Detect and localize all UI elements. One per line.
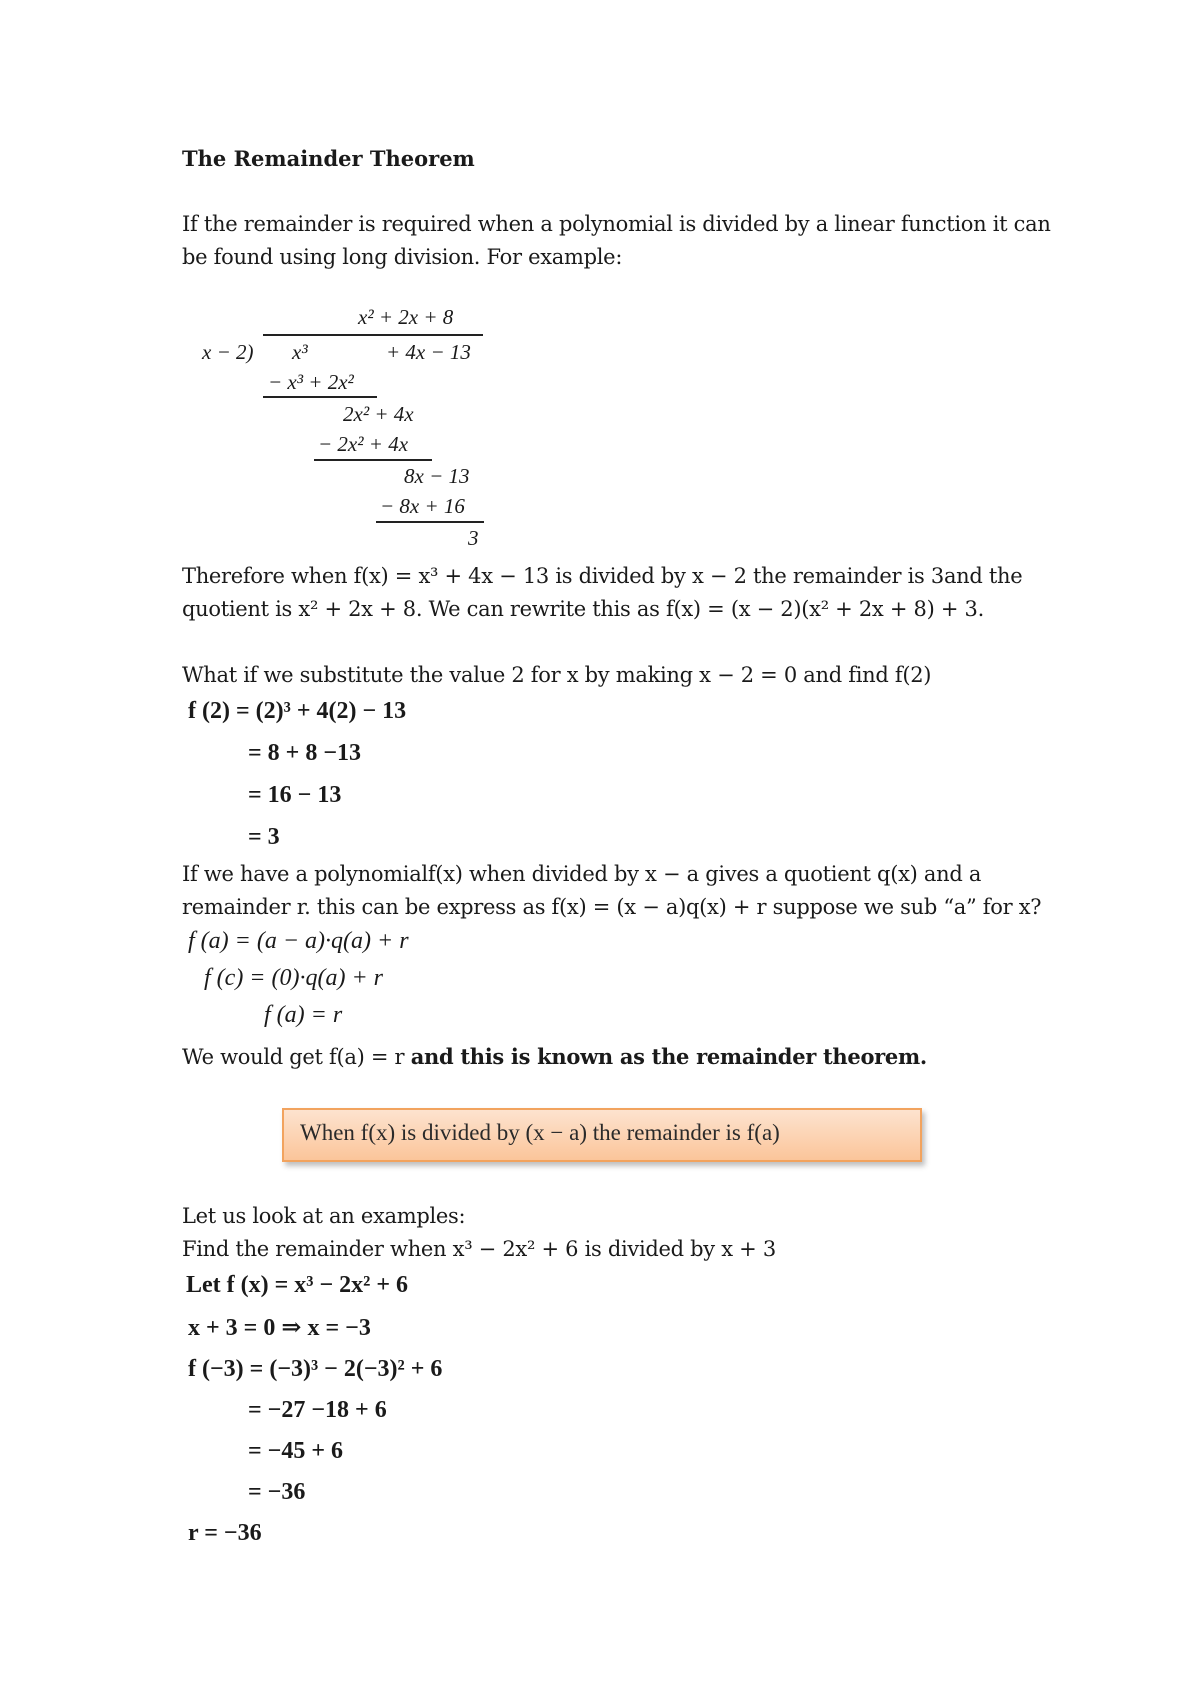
ld-dividend-rest: + 4x − 13 bbox=[386, 340, 471, 364]
substitute-eq-4: = 3 bbox=[248, 824, 280, 850]
substitute-eq-2: = 8 + 8 −13 bbox=[248, 740, 362, 766]
conclusion-plain: We would get f(a) = r bbox=[182, 1045, 411, 1069]
substitute-eq-3: = 16 − 13 bbox=[248, 782, 342, 808]
intro-line-1: If the remainder is required when a polynomial is divided by a linear function it can bbox=[182, 212, 1051, 236]
ld-step-4: 8x − 13 bbox=[404, 464, 470, 488]
example-eq-1: Let f (x) = x³ − 2x² + 6 bbox=[186, 1272, 409, 1298]
substitute-eq-1: f (2) = (2)³ + 4(2) − 13 bbox=[188, 698, 407, 724]
example-eq-7: r = −36 bbox=[188, 1520, 262, 1546]
therefore-line-1: Therefore when f(x) = x³ + 4x − 13 is divided by x − 2 the remainder is 3and the bbox=[182, 564, 1023, 588]
general-conclusion bbox=[182, 1040, 927, 1074]
ld-divisor: x − 2) bbox=[202, 340, 254, 364]
general-eq-1: f (a) = (a − a)·q(a) + r bbox=[188, 928, 409, 954]
general-eq-2: f (c) = (0)·q(a) + r bbox=[204, 965, 384, 991]
ld-step-5: − 8x + 16 bbox=[380, 494, 465, 518]
intro-line-2: be found using long division. For example: bbox=[182, 245, 623, 269]
general-line-1: If we have a polynomialf(x) when divided by x − a gives a quotient q(x) and a bbox=[182, 862, 982, 886]
general-line-2: remainder r. this can be express as f(x) = (x − a)q(x) + r suppose we sub “a” for x? bbox=[182, 895, 1042, 919]
therefore-line-2: quotient is x² + 2x + 8. We can rewrite this as f(x) = (x − 2)(x² + 2x + 8) + 3. bbox=[182, 597, 984, 621]
example-intro: Let us look at an examples: bbox=[182, 1204, 466, 1228]
example-eq-5: = −45 + 6 bbox=[248, 1438, 344, 1464]
ld-bar-top bbox=[263, 334, 483, 336]
conclusion-bold: and this is known as the remainder theorem. bbox=[410, 1044, 927, 1069]
ld-bar-1 bbox=[263, 396, 377, 398]
theorem-box-text: When f(x) is divided by (x − a) the remainder is f(a) bbox=[300, 1120, 780, 1145]
page-title: The Remainder Theorem bbox=[182, 146, 475, 171]
ld-step-2: 2x² + 4x bbox=[343, 402, 414, 426]
example-eq-2: x + 3 = 0 ⇒ x = −3 bbox=[188, 1315, 371, 1341]
example-eq-4: = −27 −18 + 6 bbox=[248, 1397, 387, 1423]
ld-quotient: x² + 2x + 8 bbox=[358, 305, 454, 329]
substitute-question: What if we substitute the value 2 for x by making x − 2 = 0 and find f(2) bbox=[182, 663, 932, 687]
example-eq-3: f (−3) = (−3)³ − 2(−3)² + 6 bbox=[188, 1356, 443, 1382]
theorem-box bbox=[282, 1108, 922, 1162]
ld-step-1: − x³ + 2x² bbox=[268, 370, 354, 394]
general-eq-3: f (a) = r bbox=[264, 1002, 343, 1028]
example-eq-6: = −36 bbox=[248, 1479, 306, 1505]
example-question: Find the remainder when x³ − 2x² + 6 is divided by x + 3 bbox=[182, 1237, 776, 1261]
ld-dividend-x3: x³ bbox=[292, 340, 308, 364]
ld-remainder: 3 bbox=[468, 526, 479, 550]
ld-step-3: − 2x² + 4x bbox=[318, 432, 409, 456]
ld-bar-3 bbox=[376, 521, 484, 523]
ld-bar-2 bbox=[314, 459, 432, 461]
